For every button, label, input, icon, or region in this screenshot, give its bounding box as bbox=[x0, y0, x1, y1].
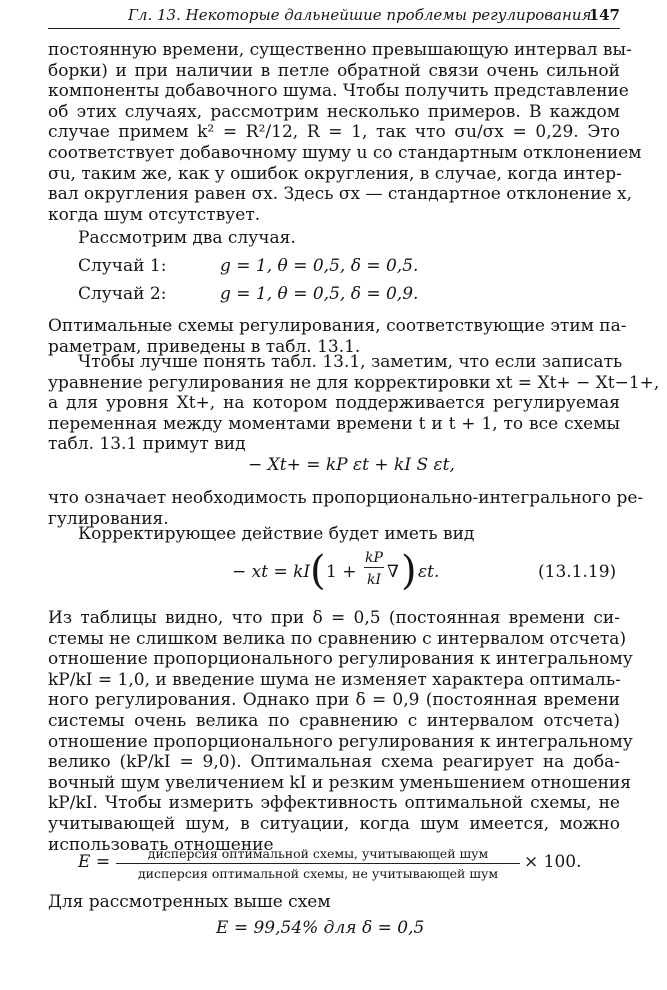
equation-3-denominator: дисперсия оптимальной схемы, не учитывающей шум bbox=[137, 866, 499, 881]
equation-2-tail: εt. bbox=[418, 562, 440, 582]
text-line: табл. 13.1 примут вид bbox=[48, 434, 246, 455]
equation-3-fraction bbox=[116, 846, 520, 881]
equation-3-times: × 100. bbox=[524, 852, 582, 872]
paragraph-6 bbox=[78, 524, 650, 545]
equation-1: − Xt+ = kP εt + kI S εt, bbox=[248, 455, 455, 475]
case-2-params: g = 1, θ = 0,5, δ = 0,9. bbox=[220, 284, 419, 304]
text-line: Из таблицы видно, что при δ = 0,5 (постоянная времени си- bbox=[48, 608, 620, 628]
text-line: использовать отношение bbox=[48, 834, 274, 855]
text-line: соответствует добавочному шуму u со стандартным отклонением bbox=[48, 142, 642, 163]
text-line: велико (kP/kI = 9,0). Оптимальная схема реагирует на доба- bbox=[48, 752, 620, 773]
paragraph-1 bbox=[48, 40, 642, 225]
paragraph-8 bbox=[48, 892, 620, 913]
text-line: вочный шум увеличением kI и резким уменьшением отношения bbox=[48, 772, 631, 793]
text-line: компоненты добавочного шума. Чтобы получить представление bbox=[48, 81, 629, 102]
text-line: kP/kI. Чтобы измерить эффективность оптимальной схемы, не bbox=[48, 793, 620, 814]
paragraph-7 bbox=[48, 608, 633, 855]
text-line: гулирования. bbox=[48, 508, 169, 529]
equation-2-nabla: ∇ bbox=[387, 562, 399, 582]
equation-3-numerator: дисперсия оптимальной схемы, учитывающей шум bbox=[147, 846, 489, 861]
text-line: σu, таким же, как у ошибок округления, в случае, когда интер- bbox=[48, 163, 622, 184]
text-line: когда шум отсутствует. bbox=[48, 204, 261, 225]
text-line: kP/kI = 1,0, и введение шума не изменяет характера оптималь- bbox=[48, 669, 621, 690]
text-line: что означает необходимость пропорционально-интегрального ре- bbox=[48, 488, 644, 508]
text-line: раметрам, приведены в табл. 13.1. bbox=[48, 336, 361, 357]
text-line: отношение пропорционального регулирования к интегральному bbox=[48, 731, 633, 752]
equation-2-frac-num: kP bbox=[365, 550, 383, 566]
text-line: ного регулирования. Однако при δ = 0,9 (постоянная времени bbox=[48, 690, 620, 711]
case-1-params: g = 1, θ = 0,5, δ = 0,5. bbox=[220, 256, 419, 276]
text-line: переменная между моментами времени t и t + 1, то все схемы bbox=[48, 413, 620, 434]
running-header bbox=[48, 4, 620, 29]
text-line: Корректирующее действие будет иметь вид bbox=[78, 524, 475, 544]
text-line: об этих случаях, рассмотрим несколько примеров. В каждом bbox=[48, 101, 620, 122]
text-line: Для рассмотренных выше схем bbox=[48, 892, 331, 912]
equation-4: E = 99,54% для δ = 0,5 bbox=[216, 918, 425, 938]
paragraph-3 bbox=[48, 316, 627, 357]
equation-2-paren-close: ) bbox=[401, 548, 417, 594]
running-title: Гл. 13. Некоторые дальнейшие проблемы регулирования bbox=[128, 6, 592, 24]
paragraph-2 bbox=[78, 228, 650, 249]
equation-2-frac-den: kI bbox=[366, 572, 381, 588]
text-line: а для уровня Xt+, на котором поддерживается регулируемая bbox=[48, 393, 620, 414]
case-2-label: Случай 2: bbox=[78, 284, 167, 304]
text-line: Чтобы лучше понять табл. 13.1, заметим, что если записать bbox=[78, 352, 623, 372]
text-line: постоянную времени, существенно превышающую интервал вы- bbox=[48, 40, 632, 60]
text-line: системы очень велика по сравнению с интервалом отсчета) bbox=[48, 710, 620, 731]
equation-2-one-plus: 1 + bbox=[326, 562, 357, 582]
text-line: Оптимальные схемы регулирования, соответствующие этим па- bbox=[48, 316, 627, 336]
equation-number: (13.1.19) bbox=[538, 562, 617, 582]
equation-3-lhs: E = bbox=[78, 852, 111, 872]
text-line: учитывающей шум, в ситуации, когда шум имеется, можно bbox=[48, 813, 620, 834]
page-number: 147 bbox=[588, 6, 620, 24]
case-1-label: Случай 1: bbox=[78, 256, 167, 276]
text-line: стемы не слишком велика по сравнению с интервалом отсчета) bbox=[48, 628, 627, 649]
fraction-bar bbox=[116, 863, 520, 864]
text-line: борки) и при наличии в петле обратной связи очень сильной bbox=[48, 60, 620, 81]
text-line: отношение пропорционального регулирования к интегральному bbox=[48, 649, 633, 670]
paragraph-5 bbox=[48, 488, 644, 529]
equation-2-paren-open: ( bbox=[310, 548, 326, 594]
text-line: случае примем k² = R²/12, R = 1, так что σu/σx = 0,29. Это bbox=[48, 122, 620, 143]
paragraph-4 bbox=[48, 352, 660, 455]
text-line: Рассмотрим два случая. bbox=[78, 228, 296, 248]
text-line: вал округления равен σx. Здесь σx — стандартное отклонение x, bbox=[48, 184, 633, 205]
text-line: уравнение регулирования не для корректировки xt = Xt+ − Xt−1+, bbox=[48, 372, 660, 393]
equation-2-lhs: − xt = kI bbox=[232, 562, 311, 582]
